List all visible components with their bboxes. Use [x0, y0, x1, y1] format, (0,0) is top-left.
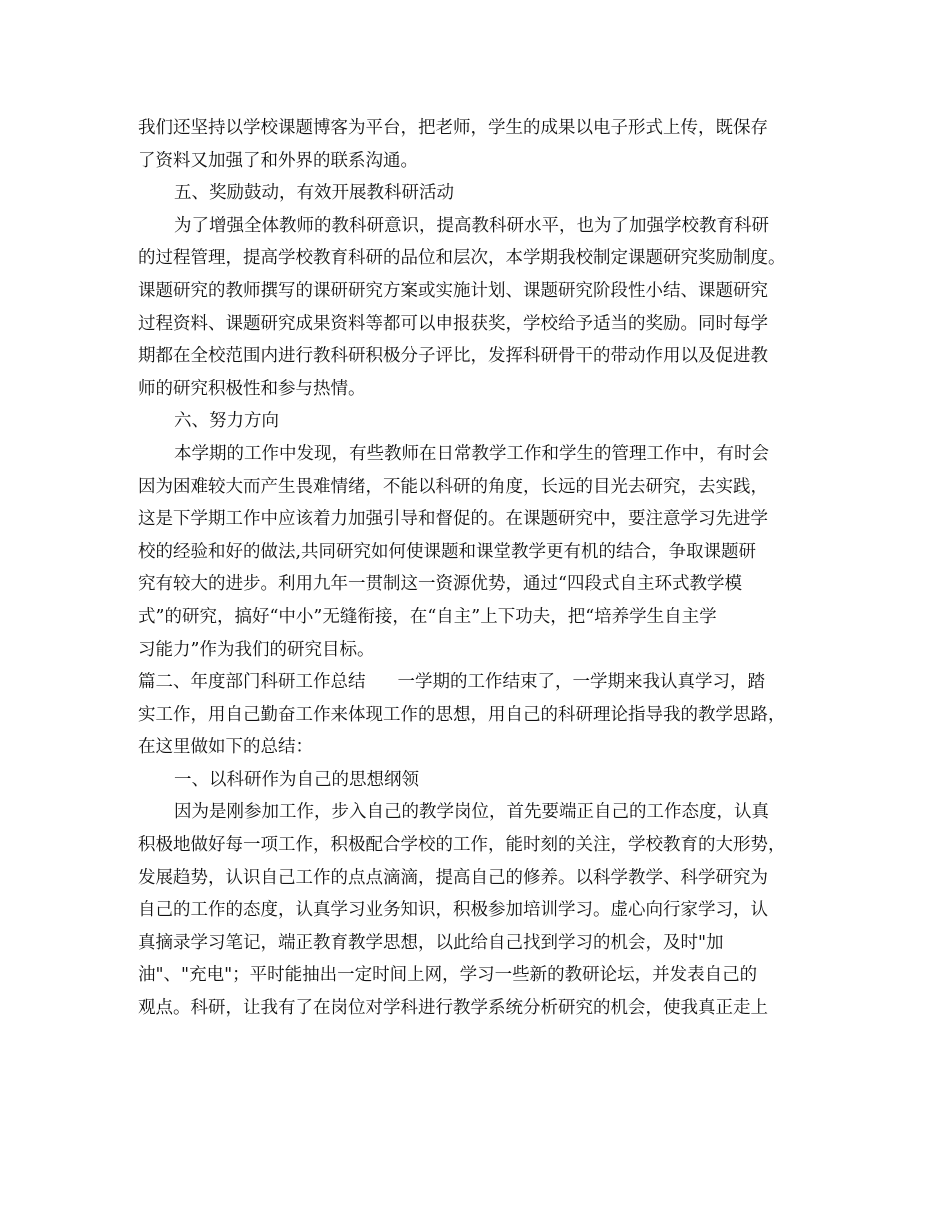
paragraph-line: 习能力”作为我们的研究目标。	[138, 639, 375, 660]
article-opening-text: 一学期的工作结束了，一学期来我认真学习，踏	[397, 672, 765, 693]
section-heading: 一、以科研作为自己的思想纲领	[174, 769, 419, 790]
paragraph-line: 了资料又加强了和外界的联系沟通。	[138, 150, 418, 171]
paragraph-line: 在这里做如下的总结：	[138, 737, 313, 758]
paragraph-line: 积极地做好每一项工作，积极配合学校的工作，能时刻的关注，学校教育的大形势，	[138, 835, 786, 856]
paragraph-line: 因为是刚参加工作，步入自己的教学岗位，首先要端正自己的工作态度，认真	[174, 802, 769, 823]
paragraph-line: 我们还坚持以学校课题博客为平台，把老师，学生的成果以电子形式上传，既保存	[138, 118, 768, 138]
document-body	[138, 112, 818, 1025]
paragraph-line: 的过程管理，提高学校教育科研的品位和层次，本学期我校制定课题研究奖励制度。	[138, 248, 786, 269]
paragraph-line: 油"、"充电"；平时能抽出一定时间上网，学习一些新的教研论坛，并发表自己的	[138, 965, 758, 986]
paragraph-line: 期都在全校范围内进行教科研积极分子评比，发挥科研骨干的带动作用以及促进教	[138, 346, 768, 367]
paragraph-line: 师的研究积极性和参与热情。	[138, 378, 366, 399]
paragraph-line: 因为困难较大而产生畏难情绪，不能以科研的角度，长远的目光去研究，去实践，	[138, 476, 768, 497]
paragraph-line: 真摘录学习笔记，端正教育教学思想，以此给自己找到学习的机会，及时"加	[138, 932, 724, 953]
section-heading: 五、奖励鼓动，有效开展教科研活动	[174, 183, 454, 204]
article-title: 篇二、年度部门科研工作总结	[138, 672, 366, 693]
paragraph-line: 观点。科研，让我有了在岗位对学科进行教学系统分析研究的机会，使我真正走上	[138, 998, 768, 1019]
paragraph-line: 发展趋势，认识自己工作的点点滴滴，提高自己的修养。以科学教学、科学研究为	[138, 867, 768, 888]
article-title-line	[138, 666, 818, 699]
paragraph-line: 为了增强全体教师的教科研意识，提高教科研水平，也为了加强学校教育科研	[174, 215, 769, 236]
paragraph-line: 式”的研究，搞好“中小”无缝衔接，在“自主”上下功夫，把“培养学生自主学	[138, 606, 717, 627]
section-heading: 六、努力方向	[174, 411, 279, 432]
paragraph-line: 这是下学期工作中应该着力加强引导和督促的。在课题研究中，要注意学习先进学	[138, 509, 768, 530]
paragraph-line: 过程资料、课题研究成果资料等都可以申报获奖，学校给予适当的奖励。同时每学	[138, 313, 768, 334]
paragraph-line: 课题研究的教师撰写的课研研究方案或实施计划、课题研究阶段性小结、课题研究	[138, 280, 768, 301]
paragraph-line: 究有较大的进步。利用九年一贯制这一资源优势，通过“四段式自主环式教学模	[138, 574, 742, 595]
paragraph-line: 本学期的工作中发现，有些教师在日常教学工作和学生的管理工作中，有时会	[174, 443, 769, 464]
paragraph-line: 自己的工作的态度，认真学习业务知识，积极参加培训学习。虚心向行家学习，认	[138, 900, 768, 921]
paragraph-line: 实工作，用自己勤奋工作来体现工作的思想，用自己的科研理论指导我的教学思路，	[138, 704, 786, 725]
paragraph-line: 校的经验和好的做法,共同研究如何使课题和课堂教学更有机的结合，争取课题研	[138, 541, 757, 562]
